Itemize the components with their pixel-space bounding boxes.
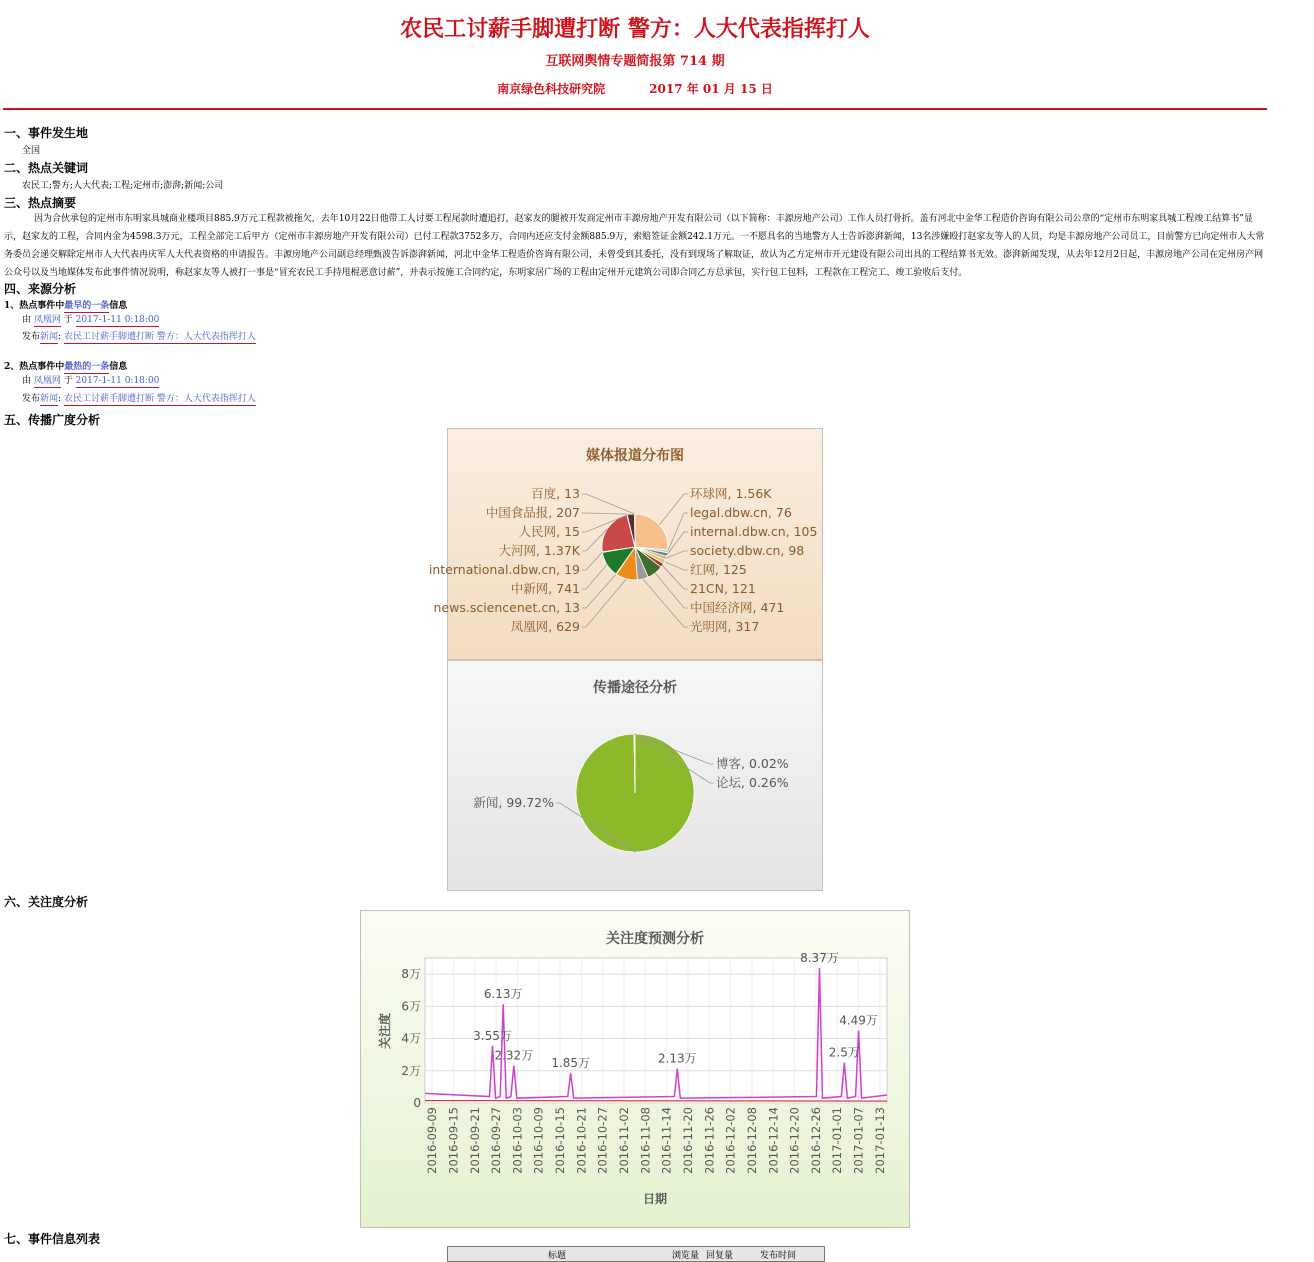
peak-label: 6.13万: [484, 987, 523, 1001]
summary-text: 因为合伙承包的定州市东明家具城商业楼项目885.9万元工程款被拖欠，去年10月22日他带工人讨要工程尾款时遭追打，赵家友的腿被开发商定州市丰源房地产开发有限公司（以下简称：丰源房地产公司）工作人员打骨折。盖有河北中金华工程造价咨询有限公司公章的“定州市东明家具城工程竣工结算书”显示，赵家友的工程，合同内金为4598.3万元，工程全部完工后甲方（定州市丰源房地产开发有限公司）已付工程款3752多万，合同内还应支付金额885.9万，索赔签证金额242.1万元。一不愿具名的当地警方人士告诉澎湃新闻，13名涉嫌殴打赵家友等人的人员，均是丰源房地产公司员工，目前警方已向定州市人大常务委员会递交解除定州市人大代表冉庆军人大代表资格的申请报告。丰源房地产公司副总经理甄波告诉澎湃新闻，河北中金华工程造价咨询有限公司，未曾受到其委托，没有到现场了解取证，故认为乙方定州市开元建设有限公司出具的工程结算书无效。澎湃新闻发现，从去年12月2日起，丰源房地产公司在定州房产网公众号以及当地媒体发布此事件情况说明，称赵家友等人被打一事是“冒充农民工手持甩棍恶意讨薪”，并表示按施工合同约定，东明家居广场的工程由定州开元建筑公司即合同乙方总承包，实行包工包料，工程款在工程完工、竣工验收后支付。: [4, 210, 1266, 282]
x-tick-label: 2016-09-21: [468, 1107, 482, 1174]
x-tick-label: 2016-09-27: [489, 1107, 503, 1174]
x-tick-label: 2016-12-20: [788, 1107, 802, 1174]
peak-label: 2.32万: [494, 1049, 533, 1063]
pie2-label: 新闻, 99.72%: [473, 795, 554, 810]
x-tick-label: 2016-11-20: [681, 1107, 695, 1174]
y-tick-label: 0: [413, 1096, 421, 1110]
section-keywords: 二、热点关键词: [4, 159, 88, 176]
category-link[interactable]: 新闻: [40, 394, 58, 406]
y-tick-label: 6万: [401, 999, 421, 1013]
report-title: 农民工讨薪手脚遭打断 警方：人大代表指挥打人: [0, 12, 1270, 43]
x-tick-label: 2016-12-02: [724, 1107, 738, 1174]
pie1-label: 环球网, 1.56K: [690, 486, 772, 501]
x-tick-label: 2017-01-01: [830, 1107, 844, 1174]
attention-chart: [360, 910, 910, 1228]
x-tick-label: 2016-11-02: [617, 1107, 631, 1174]
pie1-slice: [635, 514, 668, 550]
pie1-label: news.sciencenet.cn, 13: [434, 600, 581, 615]
report-date: 2017 年 01 月 15 日: [649, 82, 773, 96]
earliest-source-line: 由 凤凰网 于 2017-1-11 0:18:00: [22, 312, 159, 325]
y-tick-label: 2万: [401, 1064, 421, 1078]
report-subtitle: 互联网舆情专题简报第 714 期: [0, 50, 1270, 69]
section-source: 四、来源分析: [4, 280, 76, 297]
peak-label: 3.55万: [473, 1029, 512, 1043]
pie2-label: 论坛, 0.26%: [716, 775, 789, 790]
pie1-leader: [662, 565, 688, 589]
x-tick-label: 2016-11-26: [702, 1107, 716, 1174]
report-meta: [0, 80, 1270, 97]
hottest-source-line: 由 凤凰网 于 2017-1-11 0:18:00: [22, 373, 159, 386]
attention-chart-title: 关注度预测分析: [606, 930, 704, 947]
pie1-label: international.dbw.cn, 19: [429, 562, 580, 577]
article-link[interactable]: 农民工讨薪手脚遭打断 警方：人大代表指挥打人: [64, 394, 256, 406]
pie1-label: 中新网, 741: [511, 581, 580, 596]
earliest-item-heading: 1、热点事件中最早的一条信息: [4, 298, 127, 311]
location-value: 全国: [22, 143, 40, 156]
x-tick-label: 2016-12-14: [766, 1107, 780, 1174]
pie1-leader: [655, 573, 688, 608]
y-tick-label: 8万: [401, 967, 421, 981]
pie1-label: 中国食品报, 207: [486, 505, 580, 520]
channel-chart-title: 传播途径分析: [592, 679, 677, 696]
x-axis-label: 日期: [643, 1191, 667, 1206]
media-pie-svg: [448, 429, 822, 659]
x-tick-label: 2016-10-03: [510, 1107, 524, 1174]
x-tick-label: 2016-10-21: [574, 1107, 588, 1174]
peak-label: 8.37万: [800, 951, 839, 965]
source-link[interactable]: 凤凰网: [34, 315, 61, 327]
section-summary: 三、热点摘要: [4, 194, 76, 211]
x-tick-label: 2016-10-09: [532, 1107, 546, 1174]
section-event-list: 七、事件信息列表: [4, 1230, 100, 1247]
x-tick-label: 2016-12-08: [745, 1107, 759, 1174]
x-tick-label: 2016-09-09: [425, 1107, 439, 1174]
x-tick-label: 2016-12-26: [809, 1107, 823, 1174]
organization: 南京绿色科技研究院: [497, 82, 605, 96]
pie1-label: 红网, 125: [690, 562, 747, 577]
category-link[interactable]: 新闻: [40, 332, 58, 344]
col-title: 标题: [548, 1248, 566, 1261]
media-distribution-chart: [447, 428, 823, 660]
x-tick-label: 2017-01-13: [873, 1107, 887, 1174]
pie1-label: internal.dbw.cn, 105: [690, 524, 817, 539]
x-tick-label: 2017-01-07: [852, 1107, 866, 1174]
peak-label: 4.49万: [839, 1014, 878, 1028]
pie1-label: 光明网, 317: [690, 619, 759, 634]
time-link[interactable]: 2017-1-11 0:18:00: [76, 315, 160, 327]
pie1-label: legal.dbw.cn, 76: [690, 505, 792, 520]
earliest-publish-line: 发布新闻: 农民工讨薪手脚遭打断 警方：人大代表指挥打人: [22, 329, 256, 342]
peak-label: 1.85万: [551, 1056, 590, 1070]
source-link[interactable]: 凤凰网: [34, 376, 61, 388]
section-spread: 五、传播广度分析: [4, 411, 100, 428]
x-tick-label: 2016-10-15: [553, 1107, 567, 1174]
time-link[interactable]: 2017-1-11 0:18:00: [76, 376, 160, 388]
hottest-link[interactable]: 最热的一条: [64, 362, 109, 374]
keywords-value: 农民工;警方;人大代表;工程;定州市;澎湃;新闻;公司: [22, 178, 223, 191]
pie1-leader: [665, 562, 688, 570]
section-attention: 六、关注度分析: [4, 893, 88, 910]
pie1-label: 凤凰网, 629: [511, 619, 580, 634]
col-publish-time: 发布时间: [760, 1248, 796, 1261]
x-tick-label: 2016-10-27: [596, 1107, 610, 1174]
pie1-label: 大河网, 1.37K: [499, 543, 581, 558]
pie1-leader: [582, 513, 631, 514]
peak-label: 2.5万: [829, 1046, 860, 1060]
x-tick-label: 2016-11-08: [638, 1107, 652, 1174]
earliest-link[interactable]: 最早的一条: [64, 301, 109, 313]
x-tick-label: 2016-11-14: [660, 1107, 674, 1174]
hottest-item-heading: 2、热点事件中最热的一条信息: [4, 359, 127, 372]
pie2-label: 博客, 0.02%: [716, 756, 789, 771]
channel-pie-svg: [448, 661, 822, 890]
pie1-leader: [582, 565, 607, 589]
y-axis-label: 关注度: [377, 1013, 392, 1049]
attention-line-svg: [361, 911, 909, 1227]
article-link[interactable]: 农民工讨薪手脚遭打断 警方：人大代表指挥打人: [64, 332, 256, 344]
pie1-leader: [582, 574, 616, 608]
col-views: 浏览量: [672, 1248, 699, 1261]
pie1-label: 21CN, 121: [690, 581, 756, 596]
pie1-label: society.dbw.cn, 98: [690, 543, 804, 558]
pie1-label: 人民网, 15: [519, 524, 580, 539]
pie1-label: 百度, 13: [531, 486, 580, 501]
media-chart-title: 媒体报道分布图: [586, 447, 684, 464]
y-tick-label: 4万: [401, 1032, 421, 1046]
col-replies: 回复量: [706, 1248, 733, 1261]
pie1-leader: [582, 494, 635, 514]
x-tick-label: 2016-09-15: [446, 1107, 460, 1174]
pie1-leader: [659, 494, 688, 525]
peak-label: 2.13万: [658, 1052, 697, 1066]
pie1-label: 中国经济网, 471: [690, 600, 784, 615]
header-divider: [3, 108, 1267, 110]
hottest-publish-line: 发布新闻: 农民工讨薪手脚遭打断 警方：人大代表指挥打人: [22, 391, 256, 404]
pie1-leader: [582, 552, 602, 570]
event-table-header: [447, 1246, 825, 1262]
section-location: 一、事件发生地: [4, 124, 88, 141]
channel-chart: [447, 660, 823, 891]
